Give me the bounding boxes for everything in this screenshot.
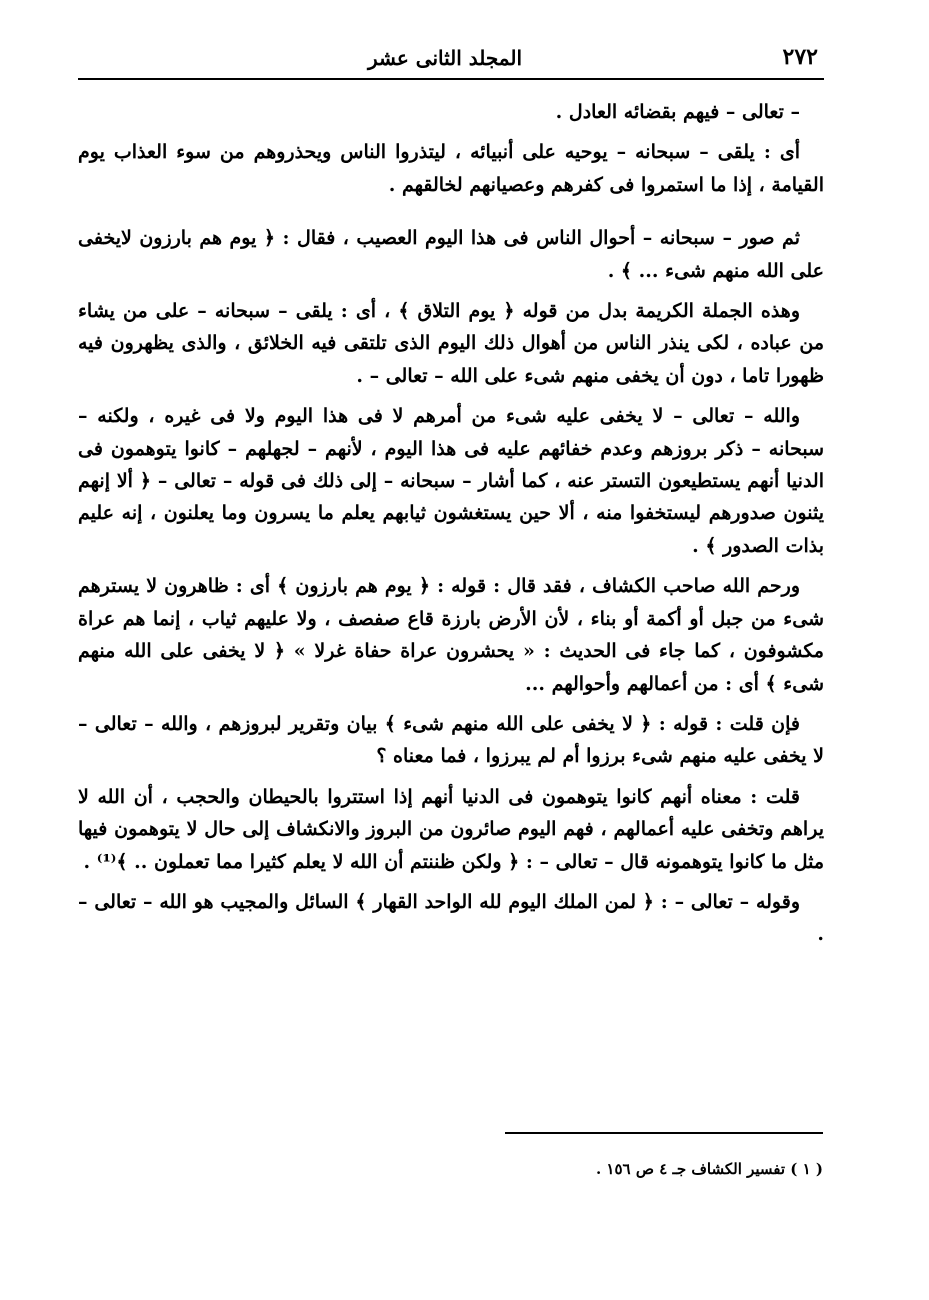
footnote: ( ١ ) تفسير الكشاف جـ ٤ ص ١٥٦ .	[595, 1160, 823, 1178]
paragraph-3: ثم صور – سبحانه – أحوال الناس فى هذا اليوم العصيب ، فقال : ﴿ يوم هم بارزون لايخفى على الله منهم شىء ... ﴾ .	[78, 227, 824, 282]
main-text	[78, 96, 824, 951]
footnote-rule	[505, 1132, 823, 1134]
paragraph-2: أى : يلقى – سبحانه – يوحيه على أنبيائه ، ليتذروا الناس ويحذروهم من سوء العذاب يوم القيامة ، إذا ما استمروا فى كفرهم وعصيانهم لخالقهم .	[78, 141, 824, 196]
header-rule	[78, 78, 824, 80]
paragraph-4: وهذه الجملة الكريمة بدل من قوله ﴿ يوم التلاق ﴾ ، أى : يلقى – سبحانه – على من يشاء من عباده ، لكى ينذر الناس من أهوال ذلك اليوم الذى تلتقى فيه الخلائق ، والذى يظهرون فيه ظهورا تاما ، دون أن يخفى منهم شىء على الله – تعالى – .	[78, 300, 824, 387]
paragraph-6: ورحم الله صاحب الكشاف ، فقد قال : قوله : ﴿ يوم هم بارزون ﴾ أى : ظاهرون لا يسترهم شىء من جبل أو أكمة أو بناء ، لأن الأرض بارزة قاع صفصف ، ولا عليهم ثياب ، إنما هم عراة مكشوفون ، كما جاء فى الحديث : « يحشرون عراة حفاة غرلا » ﴿ لا يخفى على الله منهم شىء ﴾ أى : من أعمالهم وأحوالهم ...	[78, 575, 824, 695]
page-header	[78, 40, 822, 76]
paragraph-7: فإن قلت : قوله : ﴿ لا يخفى على الله منهم شىء ﴾ بيان وتقرير لبروزهم ، والله – تعالى – لا يخفى عليه منهم شىء برزوا أم لم يبرزوا ، فما معناه ؟	[78, 712, 824, 768]
paragraph-8: قلت : معناه أنهم كانوا يتوهمون فى الدنيا أنهم إذا استتروا بالحيطان والحجب ، أن الله لا يراهم وتخفى عليه أعمالهم ، فهم اليوم صائرون من البروز والانكشاف إلى حال لا يتوهمون فيها مثل ما كانوا يتوهمونه قال – تعالى – : ﴿ ولكن ظننتم أن الله لا يعلم كثيرا مما تعملون .. ﴾⁽¹⁾ .	[78, 785, 824, 873]
paragraph-5: والله – تعالى – لا يخفى عليه شىء من أمرهم لا فى هذا اليوم ولا فى غيره ، ولكنه – سبحانه – ذكر بروزهم وعدم خفائهم عليه فى هذا اليوم ، لأنهم – لجهلهم – كانوا يتوهمون فى الدنيا أنهم يستطيعون التستر عنه ، كما أشار – سبحانه – إلى ذلك فى قوله – تعالى – ﴿ ألا إنهم يثنون صدورهم ليستخفوا منه ، ألا حين يستغشون ثيابهم يعلم ما يسرون وما يعلنون ، إنه عليم بذات الصدور ﴾ .	[78, 405, 824, 557]
running-title: المجلد الثانى عشر	[368, 46, 522, 70]
paragraph-1: – تعالى – فيهم بقضائه العادل .	[555, 101, 800, 123]
paragraph-9: وقوله – تعالى – : ﴿ لمن الملك اليوم لله الواحد القهار ﴾ السائل والمجيب هو الله – تعالى – .	[78, 890, 824, 946]
page-number: ٢٧٢	[782, 44, 818, 70]
